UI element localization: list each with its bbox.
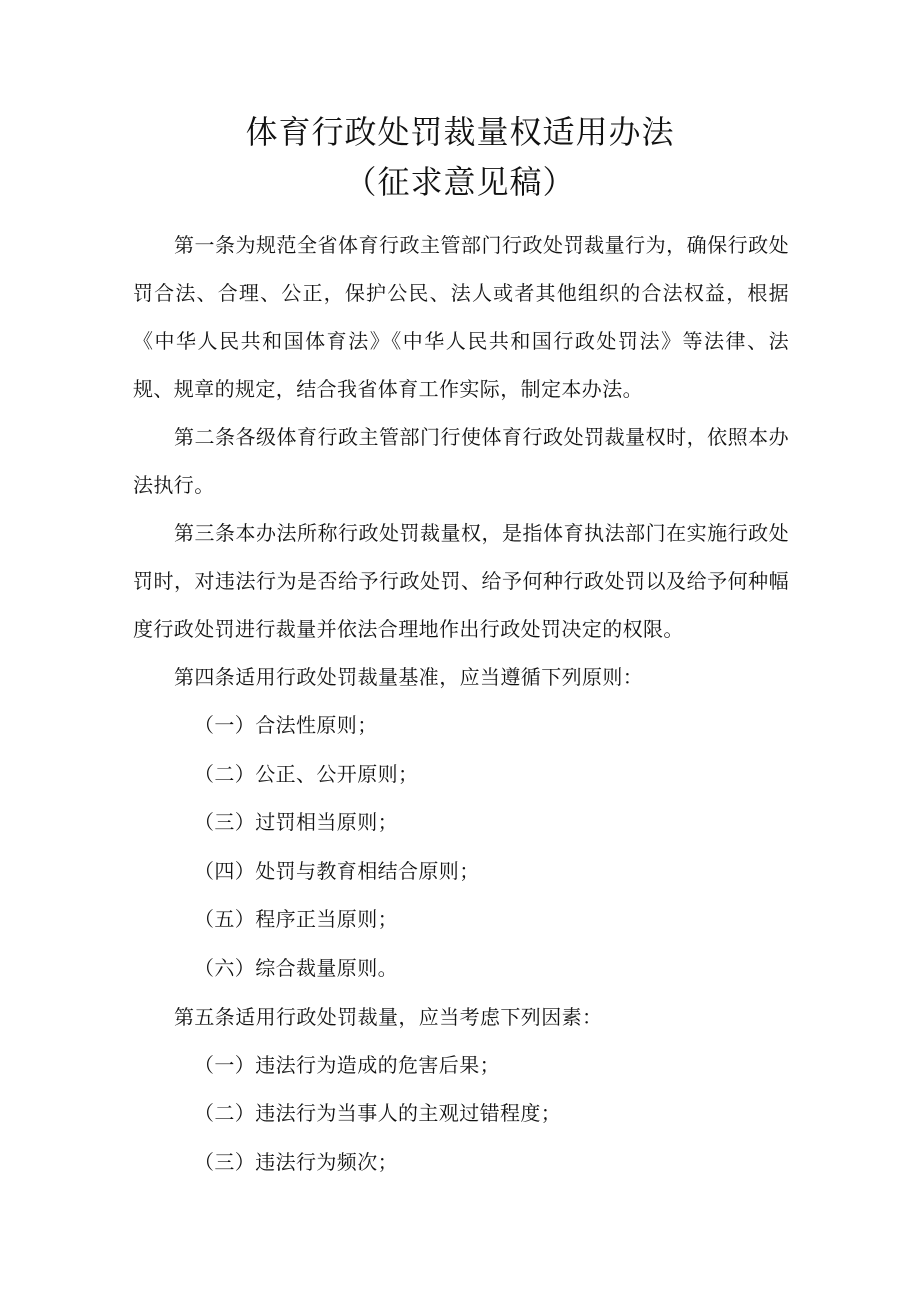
article-4-item: （四）处罚与教育相结合原则； <box>194 858 480 883</box>
article-4-item: （二）公正、公开原则； <box>194 761 419 786</box>
article-4-item: （五）程序正当原则； <box>194 907 398 932</box>
document-title: 体育行政处罚裁量权适用办法 <box>245 113 675 151</box>
article-2: 第二条各级体育行政主管部门行使体育行政处罚裁量权时，依照本办法执行。 <box>133 425 789 497</box>
article-4-item: （三）过罚相当原则； <box>194 810 398 835</box>
document-subtitle: （征求意见稿） <box>344 163 576 201</box>
article-4-item: （六）综合裁量原则。 <box>194 955 398 980</box>
article-4-item: （一）合法性原则； <box>194 713 378 737</box>
article-5-item: （三）违法行为频次； <box>194 1149 398 1174</box>
article-4: 第四条适用行政处罚裁量基准，应当遵循下列原则： <box>174 665 644 689</box>
document-body <box>133 221 789 1186</box>
article-5: 第五条适用行政处罚裁量，应当考虑下列因素： <box>174 1004 603 1029</box>
article-3: 第三条本办法所称行政处罚裁量权，是指体育执法部门在实施行政处罚时，对违法行为是否给予行政处罚、给予何种行政处罚以及给予何种幅度行政处罚进行裁量并依法合理地作出行政处罚决定的权限。 <box>133 521 789 641</box>
article-5-item: （一）违法行为造成的危害后果； <box>194 1052 500 1077</box>
article-5-item: （二）违法行为当事人的主观过错程度； <box>194 1101 562 1126</box>
article-1: 第一条为规范全省体育行政主管部门行政处罚裁量行为，确保行政处罚合法、合理、公正，保护公民、法人或者其他组织的合法权益，根据《中华人民共和国体育法》《中华人民共和国行政处罚法》等法律、法规、规章的规定，结合我省体育工作实际，制定本办法。 <box>133 233 789 401</box>
